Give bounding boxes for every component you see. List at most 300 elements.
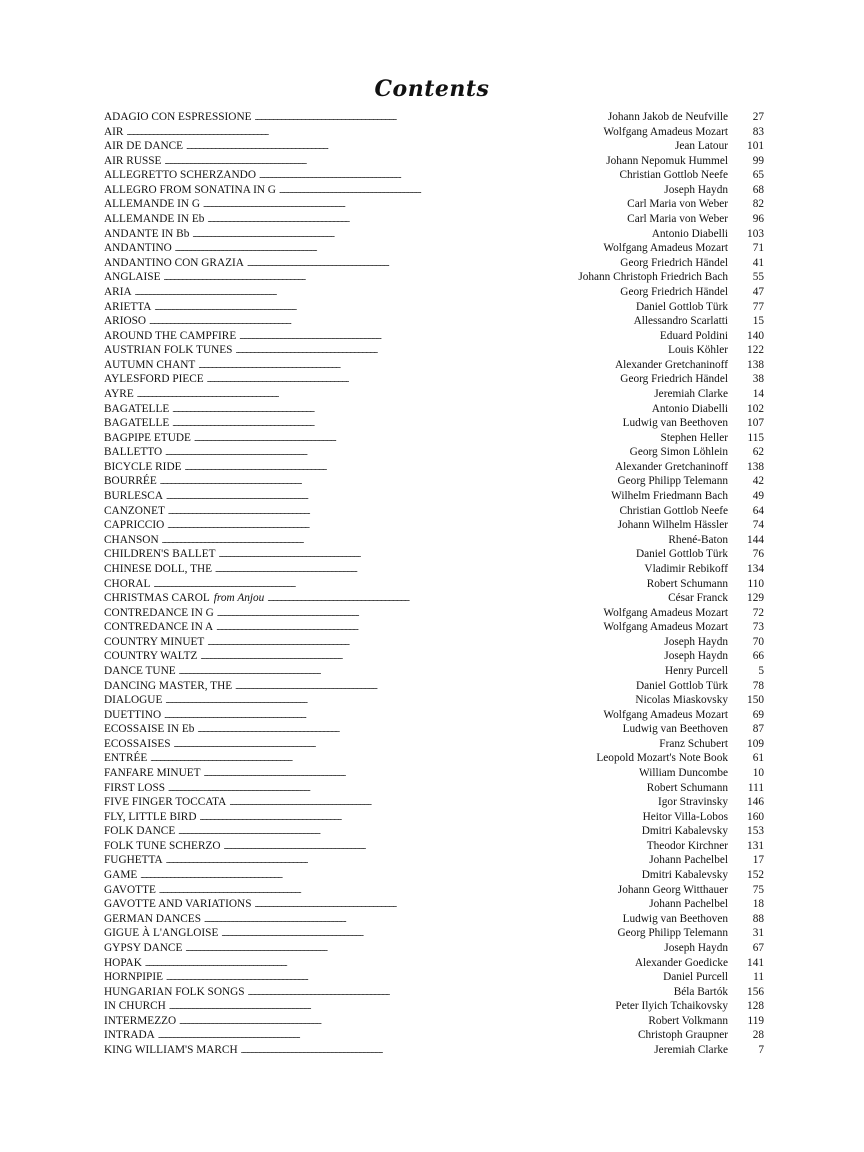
piece-title: AIR RUSSE xyxy=(104,154,162,167)
page-number: 77 xyxy=(752,300,764,313)
piece-title: CHRISTMAS CAROL xyxy=(104,592,210,605)
dot-leader xyxy=(140,868,638,884)
toc-entry xyxy=(104,387,764,402)
composer-name: Stephen Heller xyxy=(660,431,728,444)
composer-name: Wolfgang Amadeus Mozart xyxy=(603,125,728,138)
toc-entry xyxy=(104,1043,764,1058)
dot-leader xyxy=(221,926,614,942)
toc-entry xyxy=(104,1028,764,1043)
composer-name: Franz Schubert xyxy=(659,737,728,750)
toc-entry xyxy=(104,256,764,271)
toc-entry xyxy=(104,504,764,519)
dot-leader xyxy=(154,300,633,316)
toc-entry xyxy=(104,474,764,489)
piece-title: BICYCLE RIDE xyxy=(104,460,182,473)
page-number: 146 xyxy=(747,796,764,809)
toc-entry xyxy=(104,227,764,242)
composer-name: Daniel Purcell xyxy=(663,971,728,984)
piece-title: AUSTRIAN FOLK TUNES xyxy=(104,344,233,357)
composer-name: Nicolas Miaskovsky xyxy=(635,694,728,707)
piece-title: CAPRICCIO xyxy=(104,519,165,532)
dot-leader xyxy=(166,489,608,505)
page-number: 41 xyxy=(752,256,764,269)
composer-name: Leopold Mozart's Note Book xyxy=(596,752,728,765)
piece-title: BOURRÉE xyxy=(104,475,157,488)
piece-title: AROUND THE CAMPFIRE xyxy=(104,329,237,342)
toc-entry xyxy=(104,460,764,475)
toc-entry xyxy=(104,445,764,460)
toc-entry xyxy=(104,562,764,577)
composer-name: Jeremiah Clarke xyxy=(654,387,728,400)
toc-entry xyxy=(104,416,764,431)
dot-leader xyxy=(207,372,618,388)
page-number: 129 xyxy=(747,592,764,605)
piece-title: ARIETTA xyxy=(104,300,152,313)
dot-leader xyxy=(168,781,644,797)
composer-name: Johann Pachelbel xyxy=(649,854,728,867)
page-number: 71 xyxy=(752,242,764,255)
piece-title: ECOSSAISES xyxy=(104,737,171,750)
piece-title: AUTUMN CHANT xyxy=(104,358,196,371)
composer-name: Johann Georg Witthauer xyxy=(617,883,728,896)
dot-leader xyxy=(217,606,601,622)
composer-name: Louis Köhler xyxy=(668,344,728,357)
toc-entry xyxy=(104,300,764,315)
toc-entry xyxy=(104,781,764,796)
piece-title: DUETTINO xyxy=(104,708,162,721)
toc-entry xyxy=(104,810,764,825)
toc-entry xyxy=(104,985,764,1000)
toc-entry xyxy=(104,197,764,212)
page-number: 109 xyxy=(747,737,764,750)
toc-entry xyxy=(104,314,764,329)
composer-name: Jeremiah Clarke xyxy=(654,1044,728,1056)
page-number: 42 xyxy=(752,475,764,488)
page-number: 65 xyxy=(752,169,764,182)
page-number: 14 xyxy=(752,387,764,400)
composer-name: Christoph Graupner xyxy=(637,1029,728,1042)
dot-leader xyxy=(166,853,647,869)
composer-name: Johann Christoph Friedrich Bach xyxy=(578,271,728,284)
piece-title: CANZONET xyxy=(104,504,165,517)
toc-entry xyxy=(104,212,764,227)
piece-title: COUNTRY WALTZ xyxy=(104,650,198,663)
piece-title: GAME xyxy=(104,869,138,882)
composer-name: Carl Maria von Weber xyxy=(627,198,728,211)
dot-leader xyxy=(267,591,665,607)
page-number: 134 xyxy=(747,562,764,575)
dot-leader xyxy=(204,912,620,928)
composer-name: Robert Volkmann xyxy=(648,1014,728,1027)
dot-leader xyxy=(166,970,660,986)
toc-entry xyxy=(104,766,764,781)
composer-name: Theodor Kirchner xyxy=(646,839,728,852)
dot-leader xyxy=(241,1043,652,1059)
page-number: 138 xyxy=(747,460,764,473)
page-number: 18 xyxy=(752,898,764,911)
page-number: 107 xyxy=(747,417,764,430)
toc-entry xyxy=(104,795,764,810)
toc-entry xyxy=(104,853,764,868)
piece-title: ANDANTINO CON GRAZIA xyxy=(104,256,244,269)
composer-name: Eduard Poldini xyxy=(659,329,728,342)
piece-title: FOLK DANCE xyxy=(104,825,176,838)
piece-title: AIR DE DANCE xyxy=(104,140,184,153)
dot-leader xyxy=(175,241,601,257)
page-number: 87 xyxy=(752,723,764,736)
dot-leader xyxy=(248,985,671,1001)
toc-entry xyxy=(104,941,764,956)
composer-name: Joseph Haydn xyxy=(664,650,728,663)
page-number: 156 xyxy=(747,985,764,998)
composer-name: Johann Wilhelm Hässler xyxy=(617,519,728,532)
page-number: 5 xyxy=(758,664,764,677)
composer-name: Georg Philipp Telemann xyxy=(617,475,728,488)
toc-entry xyxy=(104,999,764,1014)
page-title: Contents xyxy=(374,76,490,102)
table-of-contents xyxy=(104,110,764,1058)
dot-leader xyxy=(259,168,616,184)
composer-name: Dmitri Kabalevsky xyxy=(641,869,728,882)
composer-name: Peter Ilyich Tchaikovsky xyxy=(615,1000,728,1013)
toc-entry xyxy=(104,110,764,125)
dot-leader xyxy=(207,635,661,651)
composer-name: Rhené-Baton xyxy=(668,533,728,546)
composer-name: Béla Bartók xyxy=(673,985,728,998)
piece-title: GYPSY DANCE xyxy=(104,941,183,954)
page-number: 64 xyxy=(752,504,764,517)
composer-name: Ludwig van Beethoven xyxy=(622,417,728,430)
toc-entry xyxy=(104,241,764,256)
composer-name: Antonio Diabelli xyxy=(651,402,728,415)
piece-title: COUNTRY MINUET xyxy=(104,635,205,648)
page-number: 96 xyxy=(752,213,764,226)
composer-name: Wolfgang Amadeus Mozart xyxy=(603,606,728,619)
toc-entry xyxy=(104,606,764,621)
page-number: 75 xyxy=(752,883,764,896)
dot-leader xyxy=(199,810,639,826)
page-number: 152 xyxy=(747,869,764,882)
composer-name: Johann Nepomuk Hummel xyxy=(606,154,728,167)
page-number: 10 xyxy=(752,767,764,780)
page-number: 82 xyxy=(752,198,764,211)
page-number: 76 xyxy=(752,548,764,561)
composer-name: Antonio Diabelli xyxy=(651,227,728,240)
dot-leader xyxy=(158,1028,635,1044)
page-number: 140 xyxy=(747,329,764,342)
piece-origin: from Anjou xyxy=(213,592,265,605)
piece-title: ADAGIO CON ESPRESSIONE xyxy=(104,111,252,123)
page-number: 101 xyxy=(747,140,764,153)
piece-title: AYRE xyxy=(104,387,134,400)
toc-entry xyxy=(104,970,764,985)
dot-leader xyxy=(150,751,593,767)
dot-leader xyxy=(135,285,618,301)
page-number: 27 xyxy=(752,111,764,123)
piece-title: ENTRÉE xyxy=(104,752,148,765)
piece-title: FANFARE MINUET xyxy=(104,767,201,780)
piece-title: GIGUE À L'ANGLOISE xyxy=(104,927,219,940)
composer-name: Johann Jakob de Neufville xyxy=(607,111,728,123)
composer-name: Joseph Haydn xyxy=(664,941,728,954)
piece-title: ARIOSO xyxy=(104,315,147,328)
composer-name: Georg Philipp Telemann xyxy=(617,927,728,940)
dot-leader xyxy=(247,256,617,272)
page-number: 103 xyxy=(747,227,764,240)
piece-title: DANCING MASTER, THE xyxy=(104,679,233,692)
page-number: 144 xyxy=(747,533,764,546)
piece-title: FUGHETTA xyxy=(104,854,163,867)
toc-entry xyxy=(104,737,764,752)
page-number: 78 xyxy=(752,679,764,692)
dot-leader xyxy=(279,183,661,199)
composer-name: Carl Maria von Weber xyxy=(627,213,728,226)
toc-entry xyxy=(104,1014,764,1029)
piece-title: ALLEGRO FROM SONATINA IN G xyxy=(104,183,276,196)
piece-title: GAVOTTE AND VARIATIONS xyxy=(104,898,252,911)
page-number: 49 xyxy=(752,490,764,503)
page-number: 141 xyxy=(747,956,764,969)
page-number: 62 xyxy=(752,446,764,459)
page-number: 119 xyxy=(747,1014,764,1027)
composer-name: Heitor Villa-Lobos xyxy=(642,810,728,823)
dot-leader xyxy=(162,533,666,549)
page-number: 150 xyxy=(747,694,764,707)
piece-title: AYLESFORD PIECE xyxy=(104,373,204,386)
piece-title: FIVE FINGER TOCCATA xyxy=(104,796,227,809)
toc-entry xyxy=(104,139,764,154)
dot-leader xyxy=(165,693,632,709)
page-number: 67 xyxy=(752,941,764,954)
piece-title: HORNPIPIE xyxy=(104,971,163,984)
piece-title: AIR xyxy=(104,125,124,138)
page-number: 74 xyxy=(752,519,764,532)
toc-entry xyxy=(104,722,764,737)
composer-name: Robert Schumann xyxy=(646,781,728,794)
piece-title: KING WILLIAM'S MARCH xyxy=(104,1044,238,1056)
piece-title: IN CHURCH xyxy=(104,1000,166,1013)
composer-name: Ludwig van Beethoven xyxy=(622,723,728,736)
composer-name: Georg Friedrich Händel xyxy=(620,373,728,386)
composer-name: Georg Friedrich Händel xyxy=(620,285,728,298)
dot-leader xyxy=(194,431,658,447)
dot-leader xyxy=(126,125,600,141)
dot-leader xyxy=(178,824,638,840)
toc-entry xyxy=(104,751,764,766)
composer-name: Wolfgang Amadeus Mozart xyxy=(603,708,728,721)
toc-entry xyxy=(104,708,764,723)
toc-entry xyxy=(104,956,764,971)
page-number: 153 xyxy=(747,825,764,838)
dot-leader xyxy=(229,795,655,811)
toc-entry xyxy=(104,518,764,533)
dot-leader xyxy=(167,518,614,534)
toc-entry xyxy=(104,679,764,694)
composer-name: Ludwig van Beethoven xyxy=(622,912,728,925)
page-number: 69 xyxy=(752,708,764,721)
page-number: 47 xyxy=(752,285,764,298)
page-number: 115 xyxy=(747,431,764,444)
dot-leader xyxy=(216,620,600,636)
page-number: 66 xyxy=(752,650,764,663)
piece-title: FLY, LITTLE BIRD xyxy=(104,810,197,823)
dot-leader xyxy=(165,445,627,461)
piece-title: DIALOGUE xyxy=(104,694,163,707)
dot-leader xyxy=(185,460,612,476)
toc-entry xyxy=(104,912,764,927)
piece-title: INTRADA xyxy=(104,1029,155,1042)
toc-entry xyxy=(104,270,764,285)
piece-title: DANCE TUNE xyxy=(104,664,176,677)
dot-leader xyxy=(186,139,672,155)
page-number: 31 xyxy=(752,927,764,940)
page-number: 102 xyxy=(747,402,764,415)
page-number: 128 xyxy=(747,1000,764,1013)
toc-entry xyxy=(104,839,764,854)
piece-title: CONTREDANCE IN A xyxy=(104,621,214,634)
dot-leader xyxy=(207,212,624,228)
piece-title: BURLESCA xyxy=(104,490,164,503)
piece-title: ALLEMANDE IN Eb xyxy=(104,213,205,226)
composer-name: Wolfgang Amadeus Mozart xyxy=(603,621,728,634)
page-number: 110 xyxy=(747,577,764,590)
toc-entry xyxy=(104,125,764,140)
dot-leader xyxy=(215,562,641,578)
toc-entry xyxy=(104,883,764,898)
composer-name: Daniel Gottlob Türk xyxy=(635,548,728,561)
piece-title: ANDANTE IN Bb xyxy=(104,227,190,240)
page-number: 17 xyxy=(752,854,764,867)
page-number: 61 xyxy=(752,752,764,765)
piece-title: ANGLAISE xyxy=(104,271,161,284)
page-number: 122 xyxy=(747,344,764,357)
dot-leader xyxy=(164,154,603,170)
piece-title: ANDANTINO xyxy=(104,242,172,255)
piece-title: BAGATELLE xyxy=(104,417,170,430)
page-number: 28 xyxy=(752,1029,764,1042)
dot-leader xyxy=(179,1014,645,1030)
composer-name: Joseph Haydn xyxy=(664,183,728,196)
composer-name: Georg Simon Löhlein xyxy=(629,446,728,459)
composer-name: Georg Friedrich Händel xyxy=(620,256,728,269)
composer-name: Christian Gottlob Neefe xyxy=(619,504,728,517)
toc-entry xyxy=(104,329,764,344)
composer-name: Alexander Goedicke xyxy=(634,956,728,969)
dot-leader xyxy=(174,737,657,753)
dot-leader xyxy=(137,387,652,403)
toc-entry xyxy=(104,926,764,941)
piece-title: CHANSON xyxy=(104,533,159,546)
dot-leader xyxy=(224,839,644,855)
composer-name: Daniel Gottlob Türk xyxy=(635,679,728,692)
dot-leader xyxy=(163,270,575,286)
toc-entry xyxy=(104,533,764,548)
piece-title: CHILDREN'S BALLET xyxy=(104,548,216,561)
dot-leader xyxy=(192,227,648,243)
dot-leader xyxy=(219,547,633,563)
dot-leader xyxy=(235,343,665,359)
dot-leader xyxy=(255,110,605,126)
composer-name: Allessandro Scarlatti xyxy=(633,315,728,328)
dot-leader xyxy=(164,708,600,724)
toc-entry xyxy=(104,649,764,664)
page-number: 7 xyxy=(758,1044,764,1056)
page-number: 70 xyxy=(752,635,764,648)
toc-entry xyxy=(104,577,764,592)
dot-leader xyxy=(172,416,619,432)
toc-entry xyxy=(104,868,764,883)
page-number: 160 xyxy=(747,810,764,823)
toc-entry xyxy=(104,168,764,183)
piece-title: ECOSSAISE IN Eb xyxy=(104,723,195,736)
page-number: 111 xyxy=(747,781,764,794)
toc-entry xyxy=(104,824,764,839)
piece-title: CHORAL xyxy=(104,577,151,590)
page-number: 72 xyxy=(752,606,764,619)
page-number: 38 xyxy=(752,373,764,386)
piece-title: BAGPIPE ETUDE xyxy=(104,431,191,444)
piece-title: GAVOTTE xyxy=(104,883,156,896)
dot-leader xyxy=(239,329,657,345)
piece-title: ALLEMANDE IN G xyxy=(104,198,201,211)
dot-leader xyxy=(200,649,661,665)
dot-leader xyxy=(169,999,613,1015)
piece-title: CONTREDANCE IN G xyxy=(104,606,214,619)
dot-leader xyxy=(185,941,661,957)
composer-name: Vladimir Rebikoff xyxy=(644,562,728,575)
toc-entry xyxy=(104,620,764,635)
toc-entry xyxy=(104,154,764,169)
composer-name: Robert Schumann xyxy=(646,577,728,590)
composer-name: Wolfgang Amadeus Mozart xyxy=(603,242,728,255)
piece-title: BAGATELLE xyxy=(104,402,170,415)
page-number: 83 xyxy=(752,125,764,138)
toc-entry xyxy=(104,431,764,446)
piece-title: CHINESE DOLL, THE xyxy=(104,562,213,575)
toc-entry xyxy=(104,183,764,198)
piece-title: ALLEGRETTO SCHERZANDO xyxy=(104,169,256,182)
dot-leader xyxy=(179,664,662,680)
dot-leader xyxy=(197,722,619,738)
piece-title: GERMAN DANCES xyxy=(104,912,201,925)
dot-leader xyxy=(145,956,632,972)
toc-entry xyxy=(104,402,764,417)
page-number: 88 xyxy=(752,912,764,925)
dot-leader xyxy=(168,504,617,520)
composer-name: Jean Latour xyxy=(674,140,728,153)
page-number: 15 xyxy=(752,315,764,328)
dot-leader xyxy=(198,358,612,374)
page-number: 99 xyxy=(752,154,764,167)
composer-name: Johann Pachelbel xyxy=(649,898,728,911)
toc-entry xyxy=(104,591,764,606)
dot-leader xyxy=(159,883,615,899)
piece-title: ARIA xyxy=(104,285,132,298)
page-number: 138 xyxy=(747,358,764,371)
composer-name: Joseph Haydn xyxy=(664,635,728,648)
dot-leader xyxy=(235,679,633,695)
toc-entry xyxy=(104,285,764,300)
dot-leader xyxy=(160,474,615,490)
composer-name: Wilhelm Friedmann Bach xyxy=(611,490,728,503)
piece-title: INTERMEZZO xyxy=(104,1014,177,1027)
page-number: 131 xyxy=(747,839,764,852)
composer-name: Dmitri Kabalevsky xyxy=(641,825,728,838)
composer-name: Alexander Gretchaninoff xyxy=(614,358,728,371)
composer-name: Daniel Gottlob Türk xyxy=(635,300,728,313)
dot-leader xyxy=(255,897,647,913)
page-number: 68 xyxy=(752,183,764,196)
